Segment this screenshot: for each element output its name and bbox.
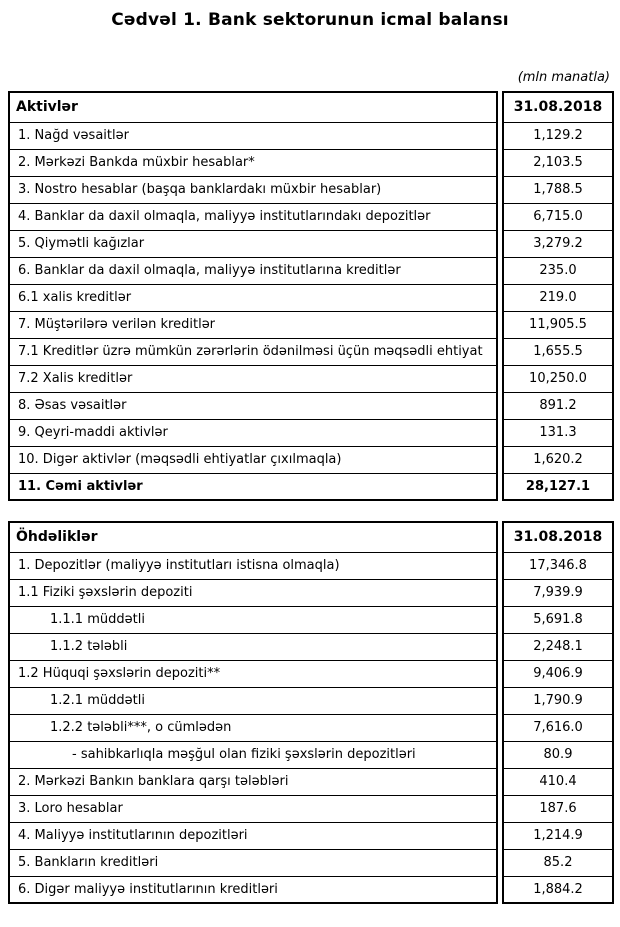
row-value: 3,279.2 [503,230,613,257]
row-value: 1,788.5 [503,176,613,203]
row-value: 28,127.1 [503,473,613,500]
liabilities-header-row [9,522,613,552]
row-value: 1,790.9 [503,687,613,714]
assets-header-label: Aktivlər [9,92,497,122]
row-value: 187.6 [503,795,613,822]
row-value: 410.4 [503,768,613,795]
row-label: 5. Bankların kreditləri [9,849,497,876]
row-value: 1,214.9 [503,822,613,849]
row-value: 1,884.2 [503,876,613,903]
row-label: 4. Banklar da daxil olmaqla, maliyyə institutlarındakı depozitlər [9,203,497,230]
liabilities-header-date: 31.08.2018 [503,522,613,552]
table-row [9,473,613,500]
row-label: 7.1 Kreditlər üzrə mümkün zərərlərin ödənilməsi üçün məqsədli ehtiyat [9,338,497,365]
row-value: 2,103.5 [503,149,613,176]
table-row [9,257,613,284]
assets-table [8,91,614,501]
table-row [9,338,613,365]
row-label: 7.2 Xalis kreditlər [9,365,497,392]
row-value: 235.0 [503,257,613,284]
table-row [9,822,613,849]
table-row [9,176,613,203]
row-label: 6. Digər maliyyə institutlarının kreditləri [9,876,497,903]
liabilities-table [8,521,614,904]
row-value: 1,655.5 [503,338,613,365]
row-label: 3. Nostro hesablar (başqa banklardakı müxbir hesablar) [9,176,497,203]
table-row [9,714,613,741]
table-row [9,552,613,579]
table-row [9,230,613,257]
row-label: 5. Qiymətli kağızlar [9,230,497,257]
row-label: 1. Depozitlər (maliyyə institutları istisna olmaqla) [9,552,497,579]
row-label: 10. Digər aktivlər (məqsədli ehtiyatlar çıxılmaqla) [9,446,497,473]
row-value: 85.2 [503,849,613,876]
row-label: 11. Cəmi aktivlər [9,473,497,500]
liabilities-header-label: Öhdəliklər [9,522,497,552]
row-label: 1.2 Hüquqi şəxslərin depoziti** [9,660,497,687]
row-value: 80.9 [503,741,613,768]
row-value: 9,406.9 [503,660,613,687]
row-value: 131.3 [503,419,613,446]
row-value: 1,129.2 [503,122,613,149]
row-value: 1,620.2 [503,446,613,473]
table-row [9,392,613,419]
row-value: 219.0 [503,284,613,311]
table-row [9,876,613,903]
row-label: 9. Qeyri-maddi aktivlər [9,419,497,446]
row-label: 7. Müştərilərə verilən kreditlər [9,311,497,338]
assets-header-row [9,92,613,122]
table-row [9,606,613,633]
row-label: 1.2.1 müddətli [9,687,497,714]
table-row [9,122,613,149]
row-value: 891.2 [503,392,613,419]
table-row [9,149,613,176]
row-label: 6.1 xalis kreditlər [9,284,497,311]
table-row [9,311,613,338]
row-value: 11,905.5 [503,311,613,338]
row-label: - sahibkarlıqla məşğul olan fiziki şəxslərin depozitləri [9,741,497,768]
table-row [9,795,613,822]
table-row [9,741,613,768]
row-value: 7,939.9 [503,579,613,606]
row-label: 3. Loro hesablar [9,795,497,822]
row-label: 1.2.2 tələbli***, o cümlədən [9,714,497,741]
row-label: 2. Mərkəzi Bankda müxbir hesablar* [9,149,497,176]
row-label: 2. Mərkəzi Bankın banklara qarşı tələbləri [9,768,497,795]
table-row [9,579,613,606]
table-row [9,687,613,714]
row-label: 1. Nağd vəsaitlər [9,122,497,149]
table-row [9,660,613,687]
table-row [9,284,613,311]
table-row [9,849,613,876]
row-value: 17,346.8 [503,552,613,579]
assets-header-date: 31.08.2018 [503,92,613,122]
row-label: 1.1.1 müddətli [9,606,497,633]
table-row [9,446,613,473]
page-title: Cədvəl 1. Bank sektorunun icmal balansı [111,10,509,30]
table-row [9,203,613,230]
row-value: 6,715.0 [503,203,613,230]
row-label: 1.1 Fiziki şəxslərin depoziti [9,579,497,606]
row-value: 7,616.0 [503,714,613,741]
row-label: 8. Əsas vəsaitlər [9,392,497,419]
row-value: 5,691.8 [503,606,613,633]
unit-note: (mln manatla) [517,70,610,85]
table-row [9,365,613,392]
row-label: 4. Maliyyə institutlarının depozitləri [9,822,497,849]
table-row [9,419,613,446]
row-value: 2,248.1 [503,633,613,660]
table-row [9,633,613,660]
row-label: 1.1.2 tələbli [9,633,497,660]
row-value: 10,250.0 [503,365,613,392]
table-row [9,768,613,795]
table-spacer [8,501,612,521]
row-label: 6. Banklar da daxil olmaqla, maliyyə institutlarına kreditlər [9,257,497,284]
